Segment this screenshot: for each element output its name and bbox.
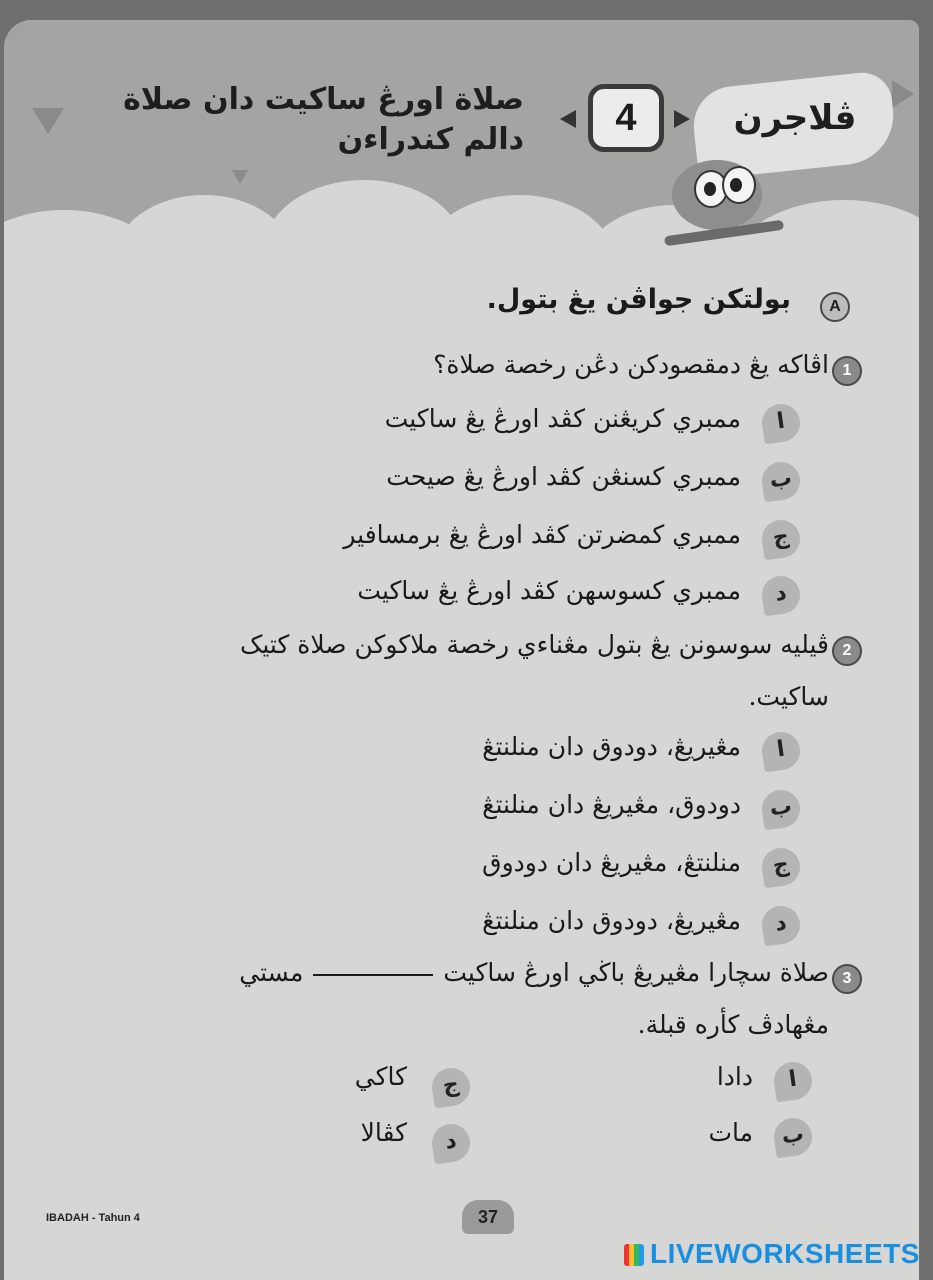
question-number: 2 — [832, 636, 862, 666]
option-text[interactable]: ممبري كسوسهن كڤد اورڠ يڠ ساكيت — [357, 576, 741, 605]
question-text-cont: ساكيت. — [748, 682, 829, 711]
option-text[interactable]: منلنتڠ، مڠيريڠ دان دودوق — [482, 848, 741, 877]
option-badge: د — [430, 1122, 473, 1165]
option-text[interactable]: ممبري كمضرتن كڤد اورڠ يڠ برمسافير — [343, 520, 741, 549]
option-badge: ج — [760, 846, 803, 889]
question-text: اڤاكه يڠ دمقصودكن دڠن رخصة صلاة؟ — [433, 350, 829, 379]
option-badge: ب — [772, 1116, 815, 1159]
page-number: 37 — [462, 1200, 514, 1234]
book-title: IBADAH - Tahun 4 — [46, 1212, 140, 1224]
title-line-1: صلاة اورڠ ساكيت دان صلاة — [123, 82, 524, 117]
brand-watermark[interactable]: LIVEWORKSHEETS — [650, 1238, 920, 1269]
option-badge: ج — [430, 1066, 473, 1109]
question-text-cont: مڠهادڤ كأره قبلة. — [637, 1010, 829, 1039]
option-text[interactable]: كڤالا — [360, 1118, 407, 1147]
option-badge: ج — [760, 518, 803, 561]
option-badge: ا — [772, 1060, 815, 1103]
option-text[interactable]: ممبري كسنڠن كڤد اورڠ يڠ صيحت — [386, 462, 741, 491]
option-text[interactable]: مڠيريڠ، دودوق دان منلنتڠ — [482, 732, 741, 761]
option-badge: ب — [760, 788, 803, 831]
unit-number: 4 — [588, 84, 664, 152]
option-text[interactable]: دودوق، مڠيريڠ دان منلنتڠ — [482, 790, 741, 819]
section-badge: A — [820, 292, 850, 322]
question-text: ڤيليه سوسونن يڠ بتول مڠناءي رخصة ملاكوكن صلاة كتيک — [239, 630, 829, 659]
option-badge: د — [760, 574, 803, 617]
liveworksheets-logo-icon — [624, 1244, 644, 1266]
option-badge: د — [760, 904, 803, 947]
unit-label: ڤلاجرن — [733, 98, 857, 138]
question-text-part2: مستي — [239, 958, 304, 987]
worksheet-page — [4, 20, 919, 1280]
option-badge: ا — [760, 730, 803, 773]
option-badge: ب — [760, 460, 803, 503]
question-number: 1 — [832, 356, 862, 386]
option-text[interactable]: دادا — [716, 1062, 753, 1091]
question-text — [239, 958, 829, 987]
section-title: بولتكن جواڤن يڠ بتول. — [486, 284, 791, 315]
question-text-part1: صلاة سچارا مڠيريڠ باڬي اورڠ ساكيت — [443, 958, 829, 987]
option-text[interactable]: ممبري كريڠنن كڤد اورڠ يڠ ساكيت — [384, 404, 741, 433]
option-badge: ا — [760, 402, 803, 445]
answer-blank[interactable] — [313, 974, 433, 976]
option-text[interactable]: كاكي — [354, 1062, 407, 1091]
worksheet-content — [4, 20, 919, 1280]
title-line-2: دالم كندراءن — [337, 122, 524, 157]
question-number: 3 — [832, 964, 862, 994]
option-text[interactable]: مات — [708, 1118, 753, 1147]
option-text[interactable]: مڠيريڠ، دودوق دان منلنتڠ — [482, 906, 741, 935]
